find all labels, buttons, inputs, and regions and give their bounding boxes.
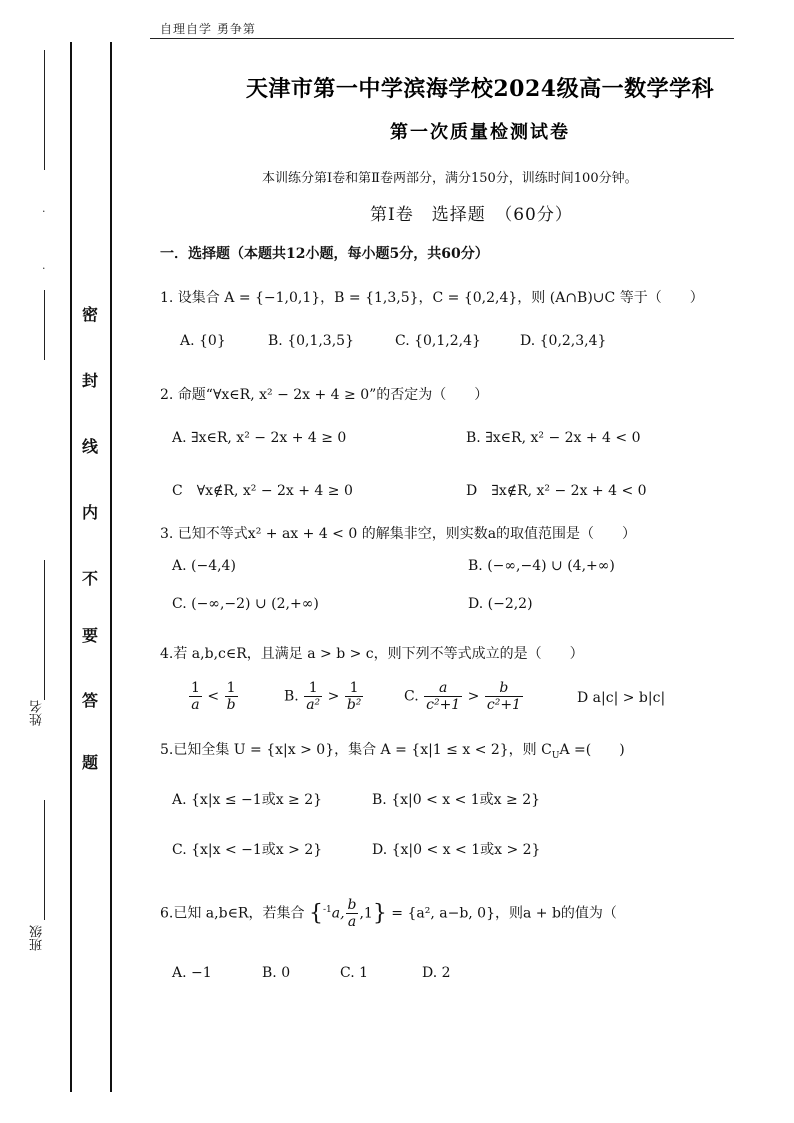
annotation-mark: -1	[322, 904, 332, 915]
numerator: b	[347, 897, 357, 913]
name-label: 姓名	[30, 700, 45, 726]
question-5-option-b: B. {x|0 < x < 1或x ≥ 2}	[372, 792, 541, 808]
question-3-option-a: A. (−4,4)	[172, 558, 236, 574]
seal-char-8: 题	[81, 753, 98, 772]
question-3-option-b: B. (−∞,−4) ∪ (4,+∞)	[468, 558, 615, 574]
seal-char-2: 封	[81, 371, 98, 390]
numerator: 1	[225, 680, 238, 697]
seal-char-3: 线	[81, 437, 98, 456]
denominator: b	[226, 697, 236, 713]
class-label: 班级	[30, 925, 45, 951]
denominator: a	[191, 697, 200, 713]
seal-char-7: 答	[81, 691, 98, 710]
question-3-stem: 3. 已知不等式x² + ax + 4 < 0 的解集非空，则实数a的取值范围是（ ）	[160, 526, 637, 542]
question-5-option-a: A. {x|x ≤ −1或x ≥ 2}	[172, 792, 323, 808]
question-3-option-c: C. (−∞,−2) ∪ (2,+∞)	[172, 596, 319, 612]
seal-char-5: 不	[81, 569, 98, 588]
side-mark: ·	[42, 262, 46, 275]
fraction	[304, 680, 322, 713]
part-title: 第Ⅰ卷 选择题 （60分）	[370, 205, 573, 225]
question-4-option-a	[188, 680, 239, 713]
option-letter: B.	[284, 688, 299, 705]
operator: >	[327, 688, 340, 705]
set-element-tail: ,1	[359, 905, 373, 922]
question-2-option-a: A. ∃x∈R, x² − 2x + 4 ≥ 0	[172, 430, 347, 446]
denominator: c²+1	[486, 697, 521, 713]
numerator: 1	[191, 680, 200, 696]
fraction	[225, 680, 238, 713]
left-brace: {	[308, 901, 323, 926]
question-6-stem-tail: = {a², a−b, 0}，则a + b的值为（	[391, 905, 617, 922]
set-element-a: a,	[331, 905, 345, 922]
question-6-option-d: D. 2	[422, 965, 451, 981]
question-1-stem: 1. 设集合 A = {−1,0,1}，B = {1,3,5}，C = {0,2,4}，则 (A∩B)∪C 等于（ ）	[160, 290, 704, 306]
complement-subscript: U	[551, 750, 560, 761]
set-elements	[323, 897, 373, 930]
numerator: b	[485, 680, 523, 697]
question-2-option-d: D ∃x∉R, x² − 2x + 4 < 0	[466, 483, 647, 499]
exam-subtitle: 第一次质量检测试卷	[390, 122, 570, 143]
question-4-option-b	[284, 680, 364, 713]
fraction	[346, 897, 359, 930]
fraction	[485, 680, 523, 713]
question-6-stem	[160, 897, 617, 930]
operator: >	[467, 688, 480, 705]
fraction	[345, 680, 364, 713]
header-rule	[150, 38, 734, 39]
question-2-option-b: B. ∃x∈R, x² − 2x + 4 < 0	[466, 430, 641, 446]
side-fill-line-top	[44, 50, 45, 170]
side-fill-line-exam-no	[44, 290, 45, 360]
header-slogan: 自理自学 勇争第	[160, 22, 256, 36]
side-fill-line-name	[44, 560, 45, 700]
question-5-stem	[160, 739, 625, 761]
question-5-stem-text: 5.已知全集 U = {x|x > 0}，集合 A = {x|1 ≤ x < 2}，则 C	[160, 742, 552, 758]
question-4-stem: 4.若 a,b,c∈R，且满足 a > b > c，则下列不等式成立的是（ ）	[160, 646, 584, 662]
exam-title: 天津市第一中学滨海学校2024级高一数学学科	[245, 76, 715, 102]
denominator: a²	[306, 697, 321, 713]
question-6-option-c: C. 1	[340, 965, 369, 981]
question-1-option-a: A. {0}	[180, 333, 226, 349]
seal-char-6: 要	[81, 626, 98, 645]
question-1-option-b: B. {0,1,3,5}	[268, 333, 354, 349]
question-4-option-d: D a|c| > b|c|	[577, 690, 666, 706]
fraction	[189, 680, 202, 713]
question-1-option-c: C. {0,1,2,4}	[395, 333, 481, 349]
numerator: 1	[345, 680, 364, 697]
question-6-option-b: B. 0	[262, 965, 291, 981]
question-3-option-d: D. (−2,2)	[468, 596, 533, 612]
seal-char-1: 密	[81, 305, 98, 324]
right-brace: }	[372, 901, 387, 926]
denominator: b²	[346, 697, 362, 713]
binding-line-right	[110, 42, 112, 1092]
side-mark: ·	[42, 205, 46, 218]
fraction	[424, 680, 462, 713]
question-1-option-d: D. {0,2,3,4}	[520, 333, 607, 349]
numerator: a	[424, 680, 462, 697]
question-2-stem: 2. 命题“∀x∈R, x² − 2x + 4 ≥ 0”的否定为（ ）	[160, 387, 489, 403]
option-letter: C.	[404, 688, 419, 705]
denominator: a	[347, 914, 357, 930]
question-6-option-a: A. −1	[172, 965, 212, 981]
section-title: 一．选择题（本题共12小题，每小题5分，共60分）	[160, 246, 489, 262]
seal-char-4: 内	[81, 503, 98, 522]
binding-line-left	[70, 42, 72, 1092]
denominator: c²+1	[426, 697, 461, 713]
question-5-option-c: C. {x|x < −1或x > 2}	[172, 842, 323, 858]
side-fill-line-class	[44, 800, 45, 920]
question-5-option-d: D. {x|0 < x < 1或x > 2}	[372, 842, 541, 858]
exam-instructions: 本训练分第Ⅰ卷和第Ⅱ卷两部分，满分150分，训练时间100分钟。	[262, 171, 638, 186]
question-6-stem-head: 6.已知 a,b∈R，若集合	[160, 905, 305, 922]
question-5-stem-tail: A =( )	[559, 742, 625, 758]
numerator: 1	[304, 680, 322, 697]
question-4-option-c	[404, 680, 524, 713]
operator: <	[207, 688, 220, 705]
question-2-option-c: C ∀x∉R, x² − 2x + 4 ≥ 0	[172, 483, 353, 499]
